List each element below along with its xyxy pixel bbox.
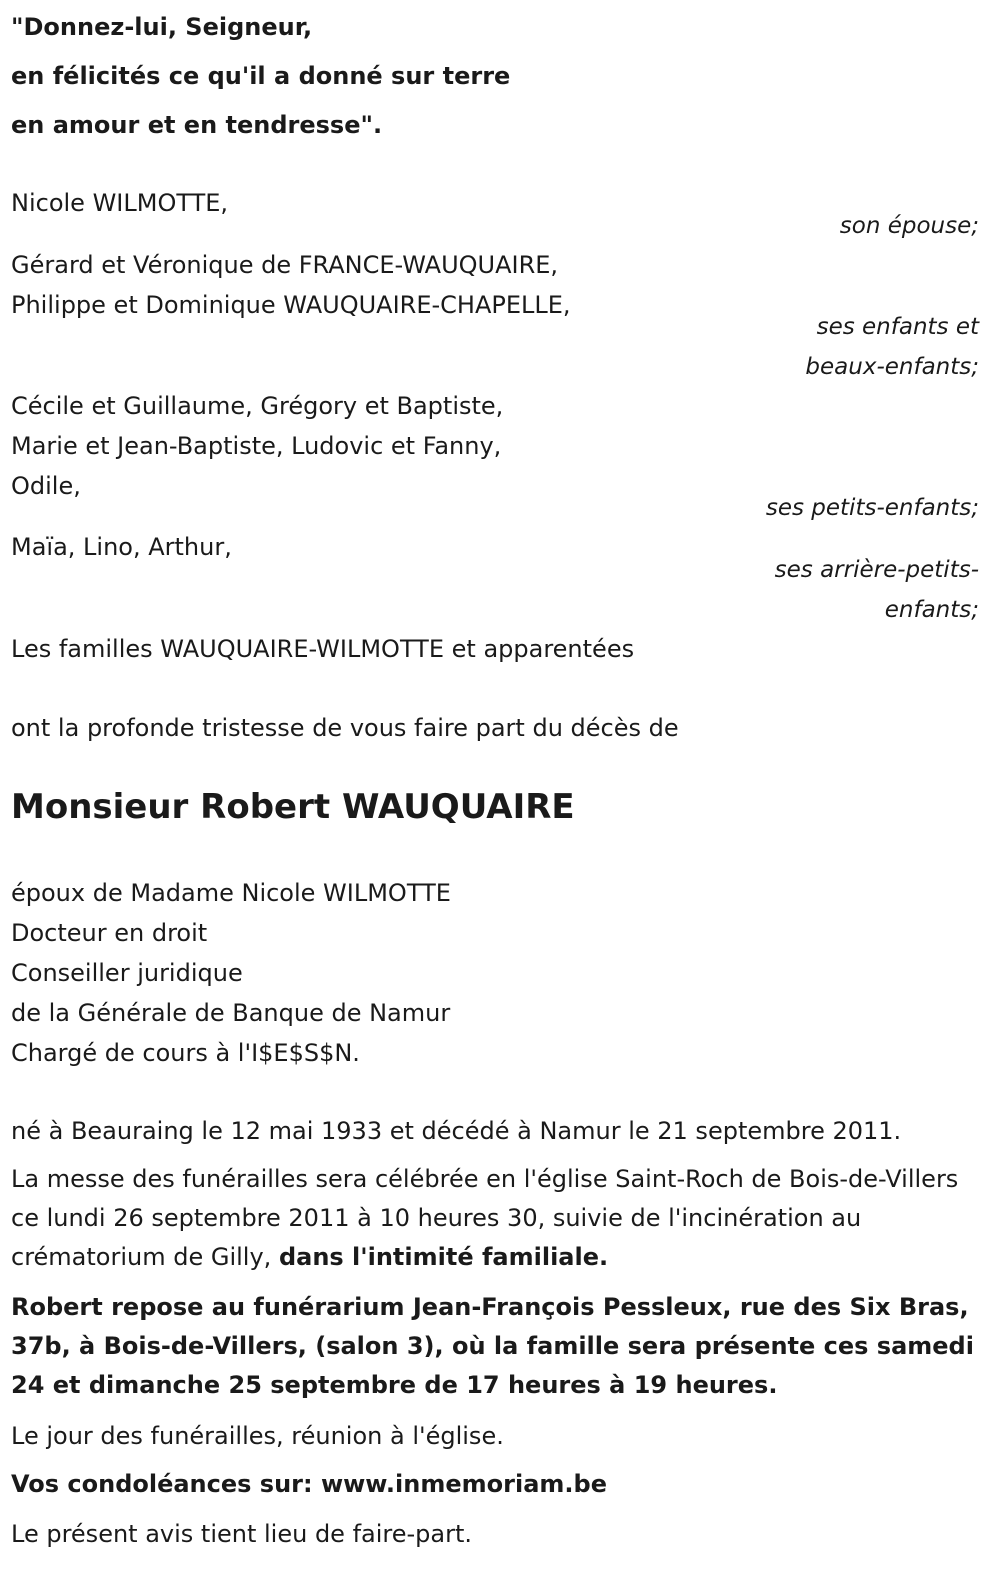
deceased-details (11, 873, 979, 1073)
meeting-text: Le jour des funérailles, réunion à l'église. (11, 1422, 504, 1450)
viewing-text: Robert repose au funérarium Jean-François Pessleux, rue des Six Bras, 37b, à Bois-de-Villers, (salon 3), où la famille sera présente ces samedi 24 et dimanche 25 septembre de 17 heures à 19 heures. (11, 1293, 974, 1399)
spouse-name: Nicole WILMOTTE, (11, 189, 229, 217)
grandchildren-role: ses petits-enfants; (765, 495, 979, 521)
grandchildren-line-1: Cécile et Guillaume, Grégory et Baptiste, (11, 392, 504, 420)
announcement-line: ont la profonde tristesse de vous faire part du décès de (11, 714, 679, 742)
notice-section (11, 1514, 979, 1554)
birth-death-dates: né à Beauraing le 12 mai 1933 et décédé à Namur le 21 septembre 2011. (11, 1117, 902, 1145)
children-role-2: beaux-enfants; (805, 354, 979, 380)
children-line-1: Gérard et Véronique de FRANCE-WAUQUAIRE, (11, 251, 559, 279)
grandchildren-line-2: Marie et Jean-Baptiste, Ludovic et Fanny, (11, 432, 502, 460)
children-role-1: ses enfants et (816, 314, 979, 340)
opening-quote (11, 3, 979, 150)
quote-line-2: en félicités ce qu'il a donné sur terre (11, 62, 511, 90)
spouse-role: son épouse; (839, 213, 979, 239)
condolences-section (11, 1464, 979, 1504)
children-line-2: Philippe et Dominique WAUQUAIRE-CHAPELLE, (11, 291, 571, 319)
dates-section (11, 1111, 979, 1151)
announcement-section (11, 708, 979, 748)
children-role-wrap (11, 307, 979, 387)
meeting-section (11, 1416, 979, 1456)
detail-line-2: Docteur en droit (11, 919, 208, 947)
deceased-name: Monsieur Robert WAUQUAIRE (11, 787, 575, 827)
families-line: Les familles WAUQUAIRE-WILMOTTE et apparentées (11, 635, 635, 663)
great-grandchildren-role-1: ses arrière-petits- (774, 557, 979, 583)
families-section (11, 629, 979, 669)
great-grandchildren-names: Maïa, Lino, Arthur, (11, 533, 232, 561)
funeral-bold-text: dans l'intimité familiale. (278, 1243, 609, 1271)
quote-line-1: "Donnez-lui, Seigneur, (11, 13, 313, 41)
detail-line-3: Conseiller juridique (11, 959, 243, 987)
deceased-name-section (11, 785, 979, 829)
funeral-paragraph (11, 1160, 979, 1277)
spouse-role-wrap (11, 206, 979, 246)
condolences-text: Vos condoléances sur: www.inmemoriam.be (11, 1470, 607, 1498)
viewing-paragraph (11, 1288, 979, 1405)
detail-line-4: de la Générale de Banque de Namur (11, 999, 451, 1027)
great-grandchildren-role-2: enfants; (884, 597, 979, 623)
funeral-text: La messe des funérailles sera célébrée en l'église Saint-Roch de Bois-de-Villers ce lundi 26 septembre 2011 à 10 heures 30, suivie de l'incinération au crématorium de Gilly, (11, 1165, 959, 1271)
detail-line-1: époux de Madame Nicole WILMOTTE (11, 879, 451, 907)
notice-text: Le présent avis tient lieu de faire-part. (11, 1520, 473, 1548)
great-grandchildren-role-wrap (11, 550, 979, 630)
quote-line-3: en amour et en tendresse". (11, 111, 383, 139)
detail-line-5: Chargé de cours à l'I$E$S$N. (11, 1039, 360, 1067)
grandchildren-role-wrap (11, 488, 979, 528)
grandchildren-line-3: Odile, (11, 472, 81, 500)
